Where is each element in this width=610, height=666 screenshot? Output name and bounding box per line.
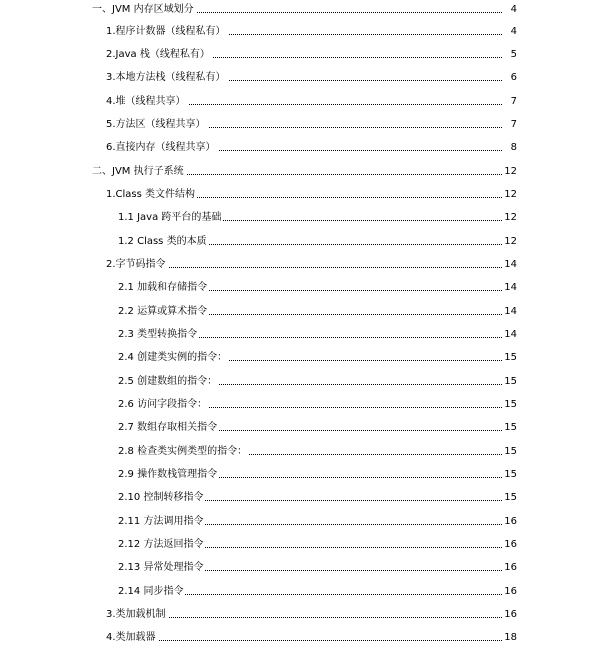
- toc-entry-page: 12: [504, 212, 517, 223]
- toc-entry-page: 12: [504, 166, 517, 177]
- toc-entry-heap[interactable]: [0, 94, 610, 110]
- toc-entry-label: 2.6 访问字段指令：: [118, 397, 209, 413]
- toc-entry-label: 2.Java 栈（线程私有）: [106, 47, 212, 63]
- toc-entry-page: 14: [504, 282, 517, 293]
- toc-entry-operand-stack[interactable]: [0, 467, 610, 483]
- dot-leader: [106, 640, 502, 641]
- toc-entry-page: 7: [510, 96, 517, 107]
- toc-entry-java-cross-platform[interactable]: [0, 210, 610, 226]
- toc-entry-class-essence[interactable]: [0, 234, 610, 250]
- toc-entry-page: 18: [504, 632, 517, 643]
- toc-entry-page: 15: [504, 376, 517, 387]
- toc-entry-label: 2.9 操作数栈管理指令: [118, 467, 219, 483]
- toc-entry-page: 6: [510, 72, 517, 83]
- toc-entry-synchronization[interactable]: [0, 584, 610, 600]
- toc-entry-type-conversion[interactable]: [0, 327, 610, 343]
- toc-entry-page: 7: [510, 119, 517, 130]
- toc-entry-field-access[interactable]: [0, 397, 610, 413]
- toc-entry-direct-memory[interactable]: [0, 140, 610, 156]
- toc-entry-label: 5.方法区（线程共享）: [106, 117, 208, 133]
- toc-entry-label: 2.1 加载和存储指令: [118, 280, 209, 296]
- toc-entry-label: 2.5 创建数组的指令：: [118, 374, 219, 390]
- toc-entry-page: 15: [504, 352, 517, 363]
- toc-entry-label: 2.8 检查类实例类型的指令：: [118, 444, 249, 460]
- toc-entry-label: 2.12 方法返回指令: [118, 537, 205, 553]
- toc-entry-control-transfer[interactable]: [0, 490, 610, 506]
- toc-entry-page: 15: [504, 469, 517, 480]
- toc-entry-page: 15: [504, 446, 517, 457]
- toc-entry-page: 15: [504, 492, 517, 503]
- toc-entry-label: 2.14 同步指令: [118, 584, 185, 600]
- toc-entry-label: 1.程序计数器（线程私有）: [106, 24, 228, 40]
- toc-entry-load-store[interactable]: [0, 280, 610, 296]
- toc-entry-page: 15: [504, 422, 517, 433]
- toc-entry-exception-handling[interactable]: [0, 560, 610, 576]
- toc-entry-instance-type-check[interactable]: [0, 444, 610, 460]
- toc-entry-method-area[interactable]: [0, 117, 610, 133]
- toc-entry-label: 2.2 运算或算术指令: [118, 304, 209, 320]
- toc-entry-label: 3.类加载机制: [106, 607, 168, 623]
- toc-entry-label: 2.字节码指令: [106, 257, 168, 273]
- toc-entry-program-counter[interactable]: [0, 24, 610, 40]
- toc-entry-page: 16: [504, 516, 517, 527]
- toc-entry-page: 5: [510, 49, 517, 60]
- toc-entry-label: 一、JVM 内存区域划分: [92, 2, 196, 18]
- toc-entry-page: 14: [504, 329, 517, 340]
- toc-entry-class-loading[interactable]: [0, 607, 610, 623]
- toc-entry-label: 2.11 方法调用指令: [118, 514, 205, 530]
- toc-entry-create-instance[interactable]: [0, 350, 610, 366]
- toc-entry-page: 14: [504, 259, 517, 270]
- toc-entry-label: 1.1 Java 跨平台的基础: [118, 210, 223, 226]
- toc-entry-label: 2.3 类型转换指令: [118, 327, 199, 343]
- toc-entry-label: 6.直接内存（线程共享）: [106, 140, 218, 156]
- toc-entry-label: 4.类加载器: [106, 630, 158, 646]
- toc-entry-page: 4: [510, 4, 517, 15]
- toc-entry-label: 2.7 数组存取相关指令: [118, 420, 219, 436]
- toc-entry-native-method-stack[interactable]: [0, 70, 610, 86]
- toc-entry-page: 15: [504, 399, 517, 410]
- toc-entry-page: 16: [504, 562, 517, 573]
- toc-entry-label: 2.10 控制转移指令: [118, 490, 205, 506]
- toc-entry-page: 8: [510, 142, 517, 153]
- toc-entry-array-access[interactable]: [0, 420, 610, 436]
- toc-entry-java-stack[interactable]: [0, 47, 610, 63]
- toc-entry-jvm-memory-areas[interactable]: [0, 2, 610, 18]
- toc-entry-class-loader[interactable]: [0, 630, 610, 646]
- toc-entry-arithmetic[interactable]: [0, 304, 610, 320]
- toc-entry-label: 2.13 异常处理指令: [118, 560, 205, 576]
- toc-entry-page: 12: [504, 189, 517, 200]
- toc-entry-method-invocation[interactable]: [0, 514, 610, 530]
- toc-entry-label: 4.堆（线程共享）: [106, 94, 188, 110]
- toc-entry-class-file-structure[interactable]: [0, 187, 610, 203]
- toc-entry-label: 二、JVM 执行子系统: [92, 164, 186, 180]
- toc-entry-page: 16: [504, 539, 517, 550]
- toc-entry-label: 1.2 Class 类的本质: [118, 234, 209, 250]
- toc-entry-jvm-execution-subsystem[interactable]: [0, 164, 610, 180]
- toc-entry-page: 12: [504, 236, 517, 247]
- toc-entry-bytecode-instructions[interactable]: [0, 257, 610, 273]
- toc-entry-page: 16: [504, 586, 517, 597]
- toc-entry-page: 16: [504, 609, 517, 620]
- toc-entry-create-array[interactable]: [0, 374, 610, 390]
- toc-entry-label: 3.本地方法栈（线程私有）: [106, 70, 228, 86]
- toc-entry-page: 14: [504, 306, 517, 317]
- toc-entry-label: 1.Class 类文件结构: [106, 187, 197, 203]
- toc-entry-page: 4: [510, 26, 517, 37]
- toc-entry-method-return[interactable]: [0, 537, 610, 553]
- toc-entry-label: 2.4 创建类实例的指令：: [118, 350, 229, 366]
